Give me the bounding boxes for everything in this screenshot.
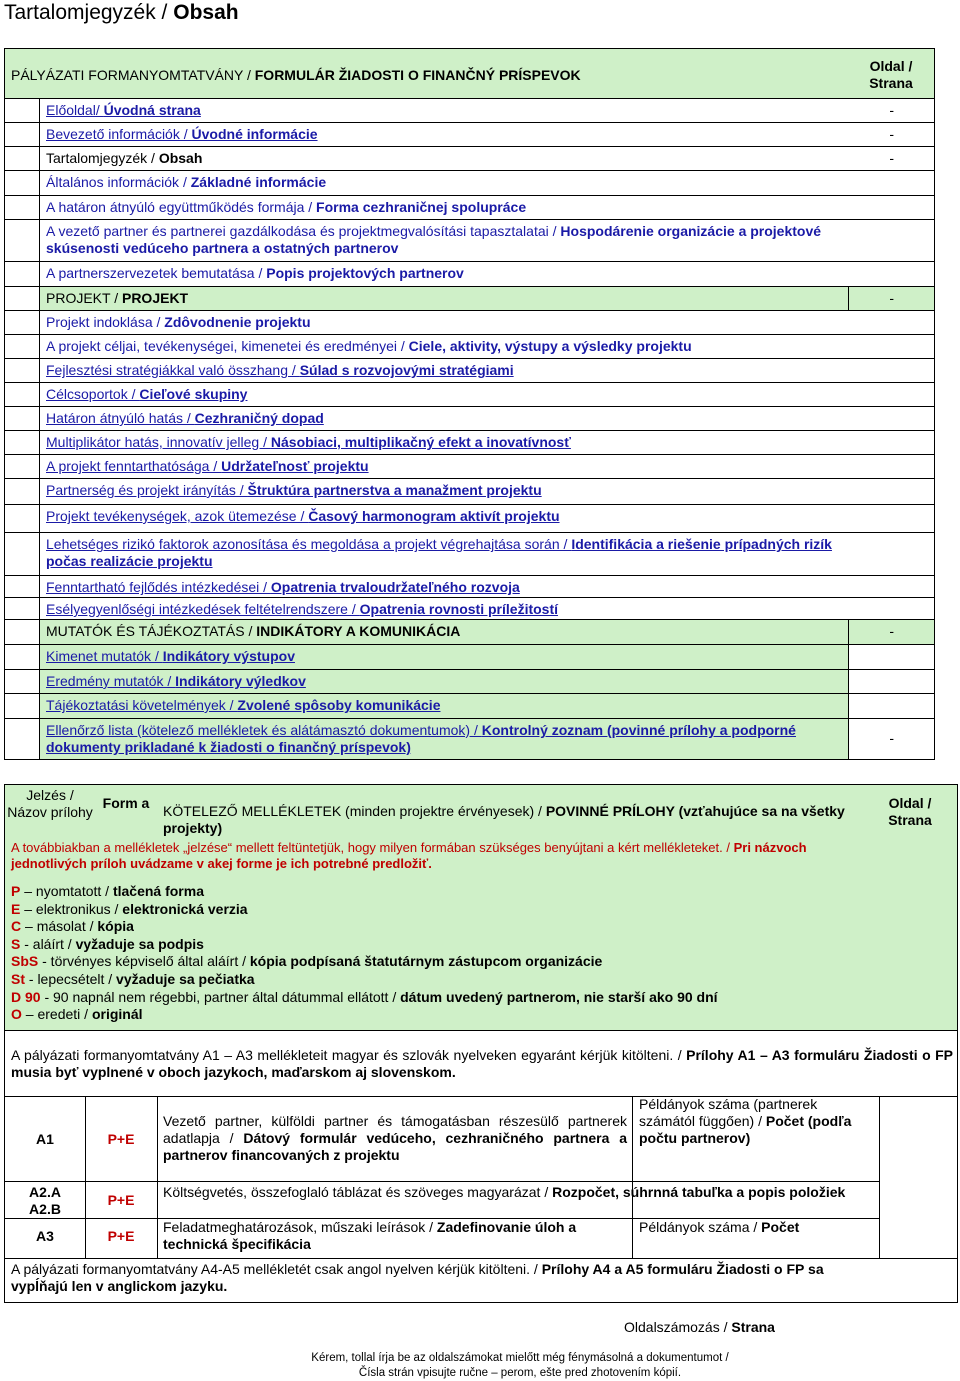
toc-row[interactable] [5,505,934,533]
attachment-desc-a1 [163,1113,627,1164]
col-label-designation: Jelzés / Názov prílohy [7,787,93,820]
attachment-code-a2: A2.A A2.B [29,1184,61,1217]
toc-row-indent [5,262,40,286]
toc-entry-text: Tartalomjegyzék / [46,150,159,166]
toc-entry-bold: Zdôvodnenie projektu [164,314,311,330]
toc-page-number [848,335,934,358]
toc-row[interactable] [5,719,934,759]
toc-row[interactable] [5,383,934,407]
toc-entry-link[interactable] [40,694,848,718]
lang2-bold: Prílohy A4 a A5 formuláru Žiadosti o FP sa vypĺňajú len v anglickom jazyku. [11,1261,824,1294]
toc-entry-link[interactable] [40,359,848,382]
toc-page-number [848,311,934,334]
toc-entry-text: Esélyegyenlőségi intézkedések feltételrendszere / [46,601,360,617]
toc-header-title [5,49,848,98]
toc-row-indent [5,196,40,219]
legend-code: SbS [11,953,39,970]
legend-code: S [11,935,21,952]
legend-bold: vyžaduje sa pečiatka [116,970,255,987]
legend-bold: kópia podpísaná štatutárnym zástupcom organizácie [249,953,603,970]
grid-line [632,1097,633,1258]
legend-text: - 90 napnál nem régebbi, partner által dátummal ellátott / [40,988,401,1005]
legend-item [11,918,718,936]
toc-entry-text: A projekt céljai, tevékenységei, kimenetei és eredményei / [46,338,409,354]
grid-line [157,1097,158,1258]
toc-row[interactable] [5,220,934,262]
toc-row[interactable] [5,99,934,123]
footer-note-sk: Čísla strán vpisujte ručne – perom, ešte pred zhotovením kópií. [358,1367,682,1379]
toc-row-indent [5,670,40,693]
toc-entry-link[interactable] [40,171,848,195]
toc-page-number [848,383,934,406]
toc-row[interactable] [5,576,934,598]
toc-row-indent [5,505,40,532]
toc-page-number: - [889,150,894,166]
page-title-prefix: Tartalomjegyzék / [4,1,174,24]
toc-entry-bold: Udržateľnosť projektu [221,458,369,474]
desc-a3-bold: Zadefinovanie úloh a technická špecifikácia [163,1219,577,1252]
toc-entry-text: PROJEKT / [46,290,122,306]
legend-text: – eredeti / [21,1006,92,1023]
footer-label-bold: Strana [731,1319,775,1335]
legend-item [11,901,718,919]
toc-page-number: - [848,287,934,310]
mandatory-bold: POVINNÉ PRÍLOHY (vzťahujúce sa na všetky projekty) [163,803,845,836]
toc-entry-bold: Úvodná strana [103,102,201,118]
toc-row-indent [5,171,40,195]
toc-entry-bold: Kontrolný zoznam (povinné prílohy a podporné dokumenty prikladané k žiadosti o finančný príspevok) [46,722,796,755]
toc-row[interactable] [5,407,934,431]
note-bold: Pri názvoch jednotlivých príloh uvádzame v akej forme je ich potrebné predložiť. [11,840,807,871]
copies3-text: Példányok száma / [639,1219,762,1235]
legend-bold: dátum uvedený partnerom, nie starší ako 90 dní [400,988,718,1005]
toc-entry-link[interactable] [40,479,848,504]
toc-page-number [848,171,934,195]
toc-page-number [848,670,934,693]
toc-page-number [848,359,934,382]
legend-bold: elektronická verzia [122,900,248,917]
legend-text: - lepecsételt / [25,970,117,987]
toc-row-indent [5,694,40,718]
toc-page-number: - [889,102,894,118]
toc-row-indent [5,287,40,310]
toc-row-indent [5,383,40,406]
toc-entry-link[interactable] [40,670,848,693]
toc-header-page-col: Oldal / Strana [869,58,913,91]
copies3-bold: Počet [761,1219,800,1235]
toc-entry-link[interactable] [40,455,848,478]
toc-page-number [848,645,934,669]
toc-entry-bold: Popis projektových partnerov [266,265,464,281]
toc-entry-bold: Indikátory výstupov [162,648,295,664]
toc-row-indent [5,359,40,382]
toc-row[interactable] [5,171,934,196]
legend-bold: tlačená forma [112,883,204,899]
toc-entry-bold: Časový harmonogram aktivít projektu [308,508,560,524]
attachment-table [5,1096,957,1259]
attachment-code-a3: A3 [36,1228,54,1244]
attachment-desc-a3 [163,1219,627,1253]
toc-row[interactable] [5,455,934,479]
toc-page-number [848,598,934,619]
toc-row-indent [5,311,40,334]
note-text: A továbbiakban a mellékletek „jelzése“ mellett feltüntetjük, hogy milyen formában szükséges benyújtani a kért mellékleteket. / [11,840,734,855]
toc-row[interactable] [5,479,934,505]
legend-code: O [11,1006,22,1023]
toc-entry-text: Előoldal/ [46,102,104,118]
toc-entry-text: Partnerség és projekt irányítás / [46,482,248,498]
toc-entry-link[interactable] [40,311,848,334]
toc-entry-link[interactable] [40,598,848,619]
toc-row-indent [5,719,40,759]
toc-entry-link[interactable] [40,383,848,406]
toc-entry-link[interactable] [40,533,848,575]
toc-entry-text: A határon átnyúló együttműködés formája / [46,199,317,215]
page-title [0,0,960,28]
toc-entry-text: Eredmény mutatók / [46,673,176,689]
toc-entry-link[interactable] [40,99,848,122]
toc-page-number [848,576,934,597]
toc-entry-text: Tájékoztatási követelmények / [46,697,238,713]
toc-row[interactable] [5,335,934,359]
language-note-a4-a5 [11,1261,871,1295]
legend-text: – elektronikus / [20,900,123,917]
toc-entry-bold: Opatrenia rovnosti príležitostí [359,601,559,617]
legend-item [11,989,718,1007]
toc-row[interactable] [5,670,934,694]
col-label-mandatory [163,803,863,837]
toc-entry-link[interactable] [40,220,848,261]
toc-entry-text: Általános információk / [46,174,191,190]
toc-entry-link[interactable] [40,645,848,669]
toc-entry-text: MUTATÓK ÉS TÁJÉKOZTATÁS / [46,623,257,639]
attachment-form-a2: P+E [107,1192,135,1208]
lang1-bold: Prílohy A1 – A3 formuláru Žiadosti o FP musia byť vyplnené v oboch jazykoch, maďarskom aj slovenskom. [11,1047,954,1080]
desc-a2-text: Költségvetés, összefoglaló táblázat és szöveges magyarázat / [163,1184,553,1200]
toc-page-number [848,262,934,286]
attachment-code-a1: A1 [36,1131,54,1147]
toc-page-number: - [889,126,894,142]
toc-rows [5,99,934,759]
legend-text: - törvényes képviselő által aláírt / [38,953,250,970]
toc-row-indent [5,99,40,122]
mandatory-text: KÖTELEZŐ MELLÉKLETEK (minden projektre érvényesek) / [163,803,546,819]
toc-entry-bold: Cieľové skupiny [139,386,248,402]
lang2-text: A pályázati formanyomtatvány A4-A5 mellékletét csak angol nyelven kérjük kitölteni. / [11,1261,542,1277]
toc-row-indent [5,220,40,261]
attachment-form-a3: P+E [107,1228,135,1244]
legend-code: C [11,918,22,935]
toc-row-indent [5,620,40,644]
toc-entry-text: Kimenet mutatók / [46,648,163,664]
toc-entry-text: Ellenőrző lista (kötelező mellékletek és alátámasztó dokumentumok) / [46,722,482,738]
legend-bold: vyžaduje sa podpis [75,935,204,952]
legend-item [11,883,718,901]
legend-code: E [11,900,21,917]
legend-code: St [11,970,25,987]
desc-a1-bold: Dátový formulár vedúceho, cezhraničného partnera a partnerov financovaných z projektu [163,1130,627,1163]
legend-text: - aláírt / [20,935,76,952]
attachment-form-a1: P+E [107,1131,135,1147]
attachment-copies-a3 [639,1219,875,1236]
toc-row-indent [5,598,40,619]
desc-a1-text: Vezető partner, külföldi partner és támogatásban részesülő partnerek adatlapja / [163,1113,627,1146]
form-legend [11,883,718,1024]
toc-entry-text: Lehetséges rizikó faktorok azonosítása és megoldása a projekt végrehajtása során / [46,536,572,552]
toc-entry-bold: Indikátory výledkov [175,673,306,689]
legend-item [11,971,718,989]
toc-header-text: PÁLYÁZATI FORMANYOMTATVÁNY / [11,67,255,83]
toc-header [5,49,934,99]
desc-a3-text: Feladatmeghatározások, műszaki leírások / [163,1219,437,1235]
toc-entry-link[interactable] [40,123,848,146]
toc-row[interactable] [5,287,934,311]
toc-row[interactable] [5,196,934,220]
form-note [11,840,861,872]
toc-row[interactable] [5,645,934,670]
toc-entry-link[interactable] [40,287,848,310]
toc-row-indent [5,645,40,669]
toc-entry-text: Fenntartható fejlődés intézkedései / [46,579,271,595]
toc-entry-bold: Identifikácia a riešenie prípadných rizík počas realizácie projektu [46,536,832,569]
toc-row[interactable] [5,359,934,383]
toc-entry-text: Projekt tevékenységek, azok ütemezése / [46,508,309,524]
toc-page-number [848,694,934,718]
toc-entry-text: A projekt fenntarthatósága / [46,458,222,474]
legend-item [11,953,718,971]
toc-page-number [848,455,934,478]
toc-entry-bold: INDIKÁTORY A KOMUNIKÁCIA [256,623,461,639]
toc-entry-bold: Úvodné informácie [191,126,318,142]
toc-entry-text: Multiplikátor hatás, innovatív jelleg / [46,434,271,450]
legend-item [11,1006,718,1024]
toc-row-indent [5,335,40,358]
toc-row[interactable] [5,620,934,645]
col-label-form: Form a [102,795,150,811]
toc-row[interactable] [5,123,934,147]
toc-table [4,48,935,760]
toc-entry-link[interactable] [40,620,848,644]
toc-entry-link[interactable] [40,719,848,759]
toc-page-number [848,533,934,575]
page-title-bold: Obsah [173,1,239,24]
footer-label-text: Oldalszámozás / [624,1319,732,1335]
toc-row-indent [5,455,40,478]
footer-note [270,1351,770,1381]
toc-entry-text: A vezető partner és partnerei gazdálkodása és projektmegvalósítási tapasztalatai / [46,223,561,239]
toc-page-number [848,407,934,430]
toc-entry-link[interactable] [40,262,848,286]
legend-text: – másolat / [21,918,98,935]
toc-entry-bold: Forma cezhraničnej spolupráce [316,199,527,215]
attachment-desc-a2 [163,1184,875,1201]
footer-note-hu: Kérem, tollal írja be az oldalszámokat mielőtt még fénymásolná a dokumentumot / [311,1352,729,1364]
toc-entry-link[interactable] [40,407,848,430]
toc-header-bold: FORMULÁR ŽIADOSTI O FINANČNÝ PRÍSPEVOK [254,67,581,83]
toc-entry-text: Bevezető információk / [46,126,192,142]
lang1-text: A pályázati formanyomtatvány A1 – A3 mellékleteit magyar és szlovák nyelveken egyaránt kérjük kitölteni. / [11,1047,687,1063]
toc-entry-bold: PROJEKT [121,290,189,306]
copies1-text: Példányok száma (partnerek számától függően) / [639,1096,818,1129]
copies1-bold: Počet (podľa počtu partnerov) [639,1113,852,1146]
page-numbering-label [624,1319,775,1335]
toc-entry-link[interactable] [40,505,848,532]
attachment-copies-a1 [639,1096,875,1147]
legend-code: D 90 [11,988,41,1005]
toc-row[interactable] [5,533,934,576]
toc-entry-text: Fejlesztési stratégiákkal való összhang / [46,362,300,378]
grid-line [5,1181,880,1182]
toc-entry-link[interactable] [40,335,848,358]
toc-entry-bold: Obsah [158,150,203,166]
toc-page-number [848,196,934,219]
toc-entry-link[interactable] [40,196,848,219]
toc-page-number [848,479,934,504]
legend-text: – nyomtatott / [20,883,113,899]
toc-entry-bold: Základné informácie [190,174,327,190]
toc-entry-bold: Hospodárenie organizácie a projektové skúsenosti vedúceho partnera a ostatných partnerov [46,223,822,256]
toc-row[interactable] [5,311,934,335]
toc-row[interactable] [5,598,934,620]
toc-entry-text: A partnerszervezetek bemutatása / [46,265,267,281]
legend-item [11,936,718,954]
legend-bold: kópia [97,918,134,935]
toc-entry-text: Projekt indoklása / [46,314,165,330]
legend-bold: originál [91,1006,143,1023]
toc-entry-link[interactable] [40,576,848,597]
toc-page-number: - [848,719,934,759]
col-label-page: Oldal / Strana [888,795,932,828]
language-note-a1-a3 [11,1047,953,1081]
toc-entry-bold: Štruktúra partnerstva a manažment projektu [247,482,542,498]
toc-entry-bold: Ciele, aktivity, výstupy a výsledky projektu [408,338,692,354]
toc-row-indent [5,123,40,146]
toc-page-number: - [848,620,934,644]
toc-row-indent [5,147,40,170]
toc-page-number [848,431,934,454]
toc-entry-bold: Súlad s rozvojovými stratégiami [299,362,514,378]
toc-entry-text: Határon átnyúló hatás / [46,410,195,426]
toc-row-indent [5,533,40,575]
toc-entry-text: Célcsoportok / [46,386,140,402]
toc-entry-bold: Zvolené spôsoby komunikácie [237,697,441,713]
desc-a2-bold: Rozpočet, súhrnná tabuľka a popis položiek [552,1184,846,1200]
toc-page-number [848,220,934,261]
toc-row-indent [5,431,40,454]
toc-row-indent [5,407,40,430]
toc-row[interactable] [5,694,934,719]
toc-entry-link[interactable] [40,431,848,454]
toc-page-number [848,505,934,532]
toc-row-indent [5,576,40,597]
toc-entry-bold: Cezhraničný dopad [194,410,324,426]
legend-code: P [11,883,21,899]
toc-row[interactable] [5,431,934,455]
toc-entry-bold: Násobiaci, multiplikačný efekt a inovatívnosť [270,434,571,450]
toc-entry-bold: Opatrenia trvaloudržateľného rozvoja [270,579,520,595]
attachments-block [4,784,958,1303]
toc-entry-link[interactable] [40,147,848,170]
toc-row[interactable] [5,262,934,287]
toc-row-indent [5,479,40,504]
attachments-header [5,785,957,1031]
toc-row[interactable] [5,147,934,171]
